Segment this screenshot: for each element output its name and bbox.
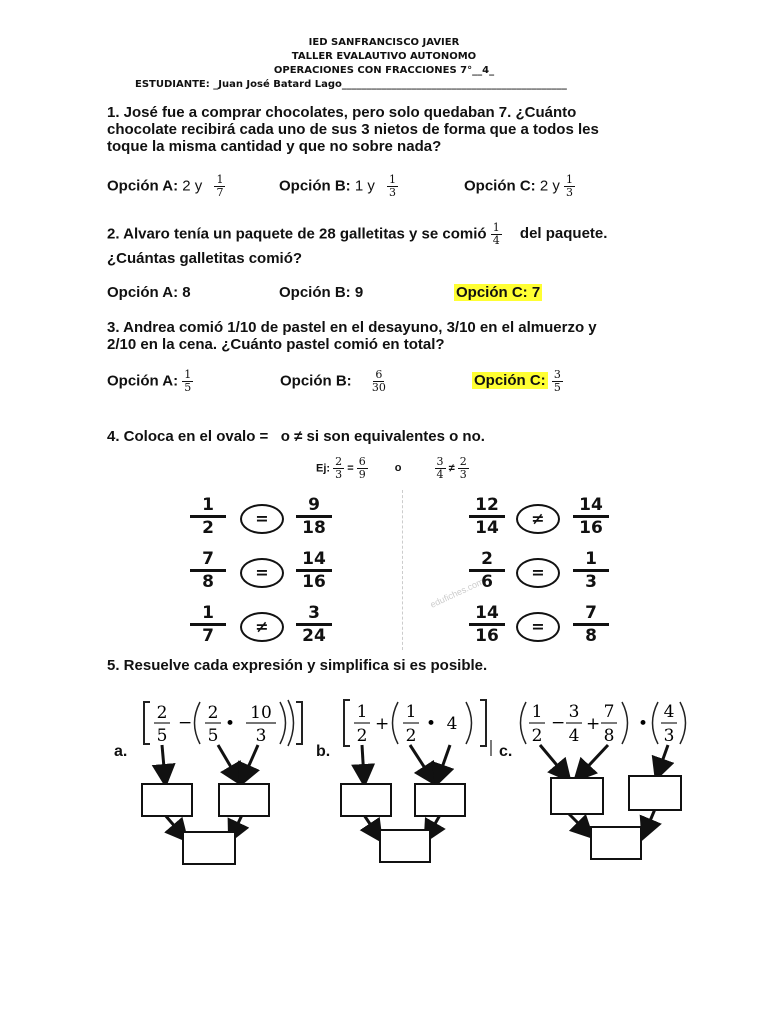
c-f2-den: 4 bbox=[568, 726, 580, 746]
paren-left bbox=[521, 702, 527, 744]
c-op3: • bbox=[637, 714, 649, 734]
numerator: 7 bbox=[190, 549, 226, 572]
q1-option-b-whole: 1 y bbox=[354, 177, 375, 195]
numerator: 1 bbox=[492, 221, 500, 234]
numerator: 3 bbox=[553, 368, 561, 381]
q1-option-a-label: Opción A: bbox=[107, 177, 179, 195]
b-f2-den: 2 bbox=[405, 726, 417, 746]
numerator: 2 bbox=[335, 455, 343, 468]
denominator: 3 bbox=[566, 186, 574, 199]
q2-text-line2: ¿Cuántas galletitas comió? bbox=[107, 250, 303, 267]
b-f1-den: 2 bbox=[356, 726, 368, 746]
c-f3-num: 7 bbox=[603, 702, 615, 722]
q5-a-answer-box-left[interactable] bbox=[141, 783, 193, 817]
a-f1-den: 5 bbox=[156, 726, 168, 746]
q2-option-b: Opción B: 9 bbox=[279, 284, 364, 301]
b-op1: + bbox=[375, 714, 390, 734]
c-f4-den: 3 bbox=[663, 726, 675, 746]
denominator: 4 bbox=[492, 234, 500, 247]
paren-left bbox=[195, 702, 201, 744]
paren-left bbox=[393, 702, 399, 744]
denominator: 8 bbox=[202, 572, 214, 592]
numerator: 14 bbox=[573, 495, 609, 518]
arrow bbox=[579, 745, 608, 776]
denominator: 7 bbox=[216, 186, 224, 199]
arrow bbox=[410, 745, 432, 779]
q5-a-answer-box-right[interactable] bbox=[218, 783, 270, 817]
numerator: 1 bbox=[190, 603, 226, 626]
q1-text-line1: 1. José fue a comprar chocolates, pero solo quedaban 7. ¿Cuánto bbox=[107, 104, 577, 121]
q4-pair4-oval[interactable]: ≠ bbox=[516, 504, 560, 534]
numerator: 2 bbox=[469, 549, 505, 572]
a-op2: • bbox=[224, 714, 236, 734]
q4-text: 4. Coloca en el ovalo = o ≠ si son equivalentes o no. bbox=[107, 428, 485, 445]
b-f1-num: 1 bbox=[356, 702, 368, 722]
paren-right bbox=[622, 702, 628, 744]
denominator: 2 bbox=[202, 518, 214, 538]
denominator: 24 bbox=[302, 626, 326, 646]
arrow bbox=[162, 745, 165, 779]
numerator: 2 bbox=[459, 455, 467, 468]
b-f2-num: 1 bbox=[405, 702, 417, 722]
numerator: 14 bbox=[469, 603, 505, 626]
q5-b-answer-box-right[interactable] bbox=[414, 783, 466, 817]
arrow bbox=[540, 745, 566, 776]
arrow bbox=[218, 745, 238, 779]
q1-text-line3: toque la misma cantidad y que no sobre nada? bbox=[107, 138, 442, 155]
paren-right bbox=[466, 702, 472, 744]
denominator: 16 bbox=[302, 572, 326, 592]
c-f1-num: 1 bbox=[531, 702, 543, 722]
bracket-right bbox=[480, 700, 486, 746]
denominator: 3 bbox=[585, 572, 597, 592]
numerator: 7 bbox=[573, 603, 609, 626]
q5-label-c: c. bbox=[499, 743, 513, 760]
q4-watermark: edufiches.com bbox=[428, 576, 486, 610]
q5-b-answer-box-result[interactable] bbox=[379, 829, 431, 863]
q2-option-a: Opción A: 8 bbox=[107, 284, 191, 301]
numerator: 6 bbox=[358, 455, 366, 468]
q4-pair2-oval[interactable]: = bbox=[240, 558, 284, 588]
q5-expression-c bbox=[521, 702, 686, 746]
denominator: 7 bbox=[202, 626, 214, 646]
header-student: ESTUDIANTE: _Juan José Batard Lago_____________________________________________ bbox=[135, 79, 567, 90]
q5-label-a: a. bbox=[114, 743, 128, 760]
c-op2: + bbox=[586, 714, 601, 734]
c-f1-den: 2 bbox=[531, 726, 543, 746]
numerator: 9 bbox=[296, 495, 332, 518]
q4-pair3-oval[interactable]: ≠ bbox=[240, 612, 284, 642]
q3-option-c-label-highlighted: Opción C: bbox=[474, 372, 546, 390]
denominator: 4 bbox=[436, 468, 444, 481]
numerator: 1 bbox=[389, 173, 397, 186]
q1-text-line2: chocolate recibirá cada uno de sus 3 nietos de forma que a todos les bbox=[107, 121, 599, 138]
denominator: 6 bbox=[481, 572, 493, 592]
arrow bbox=[658, 745, 668, 773]
q5-c-answer-box-left[interactable] bbox=[550, 777, 604, 815]
q2-option-c-highlighted: Opción C: 7 bbox=[456, 284, 541, 301]
c-op1: − bbox=[551, 713, 566, 733]
denominator: 8 bbox=[585, 626, 597, 646]
header-topic: OPERACIONES CON FRACCIONES 7°__4_ bbox=[273, 65, 495, 76]
arrow bbox=[438, 745, 450, 779]
denominator: 3 bbox=[389, 186, 397, 199]
b-op2: • bbox=[425, 714, 437, 734]
q3-option-b-label: Opción B: bbox=[280, 372, 352, 390]
header-school: IED SANFRANCISCO JAVIER bbox=[308, 37, 460, 48]
q4-example-or: o bbox=[394, 462, 402, 475]
q4-pair6-oval[interactable]: = bbox=[516, 612, 560, 642]
denominator: 3 bbox=[459, 468, 467, 481]
arrow bbox=[165, 815, 183, 836]
numerator: 1 bbox=[216, 173, 224, 186]
numerator: 1 bbox=[190, 495, 226, 518]
q1-option-c-label: Opción C: bbox=[464, 177, 536, 195]
numerator: 3 bbox=[296, 603, 332, 626]
denominator: 18 bbox=[302, 518, 326, 538]
q5-c-answer-box-right[interactable] bbox=[628, 775, 682, 811]
a-f3-den: 3 bbox=[255, 726, 267, 746]
arrow bbox=[243, 745, 258, 779]
denominator: 9 bbox=[358, 468, 366, 481]
denominator: 5 bbox=[553, 381, 561, 394]
numerator: 6 bbox=[375, 368, 383, 381]
q1-option-c-whole: 2 y bbox=[539, 177, 560, 195]
header-workshop: TALLER EVALAUTIVO AUTONOMO bbox=[291, 51, 477, 62]
paren-right-outer bbox=[288, 700, 294, 746]
q5-expression-b bbox=[344, 700, 486, 746]
denominator: 16 bbox=[579, 518, 603, 538]
c-f2-num: 3 bbox=[568, 702, 580, 722]
paren-left-2 bbox=[653, 702, 659, 744]
q5-b-answer-box-left[interactable] bbox=[340, 783, 392, 817]
numerator: 1 bbox=[566, 173, 574, 186]
a-f2-num: 2 bbox=[207, 703, 219, 723]
bracket-left bbox=[144, 702, 150, 744]
q4-pair5-oval[interactable]: = bbox=[516, 558, 560, 588]
denominator: 3 bbox=[335, 468, 343, 481]
numerator: 1 bbox=[184, 368, 192, 381]
a-f3-num: 10 bbox=[250, 703, 272, 723]
bracket-right bbox=[296, 702, 302, 744]
q5-expression-a bbox=[144, 700, 302, 746]
c-f3-den: 8 bbox=[603, 726, 615, 746]
q4-example1-sign: = bbox=[347, 462, 354, 475]
q3-option-a-label: Opción A: bbox=[107, 372, 179, 390]
bracket-left bbox=[344, 700, 350, 746]
b-f3: 4 bbox=[446, 714, 458, 734]
numerator: 12 bbox=[469, 495, 505, 518]
q5-text: 5. Resuelve cada expresión y simplifica si es posible. bbox=[107, 657, 488, 674]
arrow bbox=[645, 809, 655, 833]
q3-text-line2: 2/10 en la cena. ¿Cuánto pastel comió en total? bbox=[107, 336, 445, 353]
c-f4-num: 4 bbox=[663, 702, 675, 722]
denominator: 5 bbox=[184, 381, 192, 394]
denominator: 14 bbox=[475, 518, 499, 538]
q3-text-line1: 3. Andrea comió 1/10 de pastel en el desayuno, 3/10 en el almuerzo y bbox=[107, 319, 597, 336]
q2-text-start: 2. Alvaro tenía un paquete de 28 galletitas y se comió bbox=[107, 225, 487, 243]
q2-text-end: del paquete. bbox=[519, 225, 608, 243]
q1-option-a-whole: 2 y bbox=[182, 177, 203, 195]
numerator: 3 bbox=[436, 455, 444, 468]
q4-pair1-oval[interactable]: = bbox=[240, 504, 284, 534]
a-op1: − bbox=[178, 713, 193, 733]
q5-label-b: b. bbox=[316, 743, 331, 760]
paren-right bbox=[280, 702, 286, 744]
numerator: 1 bbox=[573, 549, 609, 572]
denominator: 30 bbox=[371, 381, 386, 394]
q5-c-answer-box-result[interactable] bbox=[590, 826, 642, 860]
arrow bbox=[364, 815, 378, 836]
q4-example-label: Ej: bbox=[316, 462, 331, 475]
arrow bbox=[362, 745, 364, 779]
denominator: 16 bbox=[475, 626, 499, 646]
arrow bbox=[568, 813, 588, 833]
q4-example2-sign: ≠ bbox=[448, 462, 455, 475]
q5-a-answer-box-result[interactable] bbox=[182, 831, 236, 865]
paren-right-2 bbox=[680, 702, 686, 744]
q1-option-b-label: Opción B: bbox=[279, 177, 351, 195]
numerator: 14 bbox=[296, 549, 332, 572]
a-f2-den: 5 bbox=[207, 726, 219, 746]
a-f1-num: 2 bbox=[156, 703, 168, 723]
